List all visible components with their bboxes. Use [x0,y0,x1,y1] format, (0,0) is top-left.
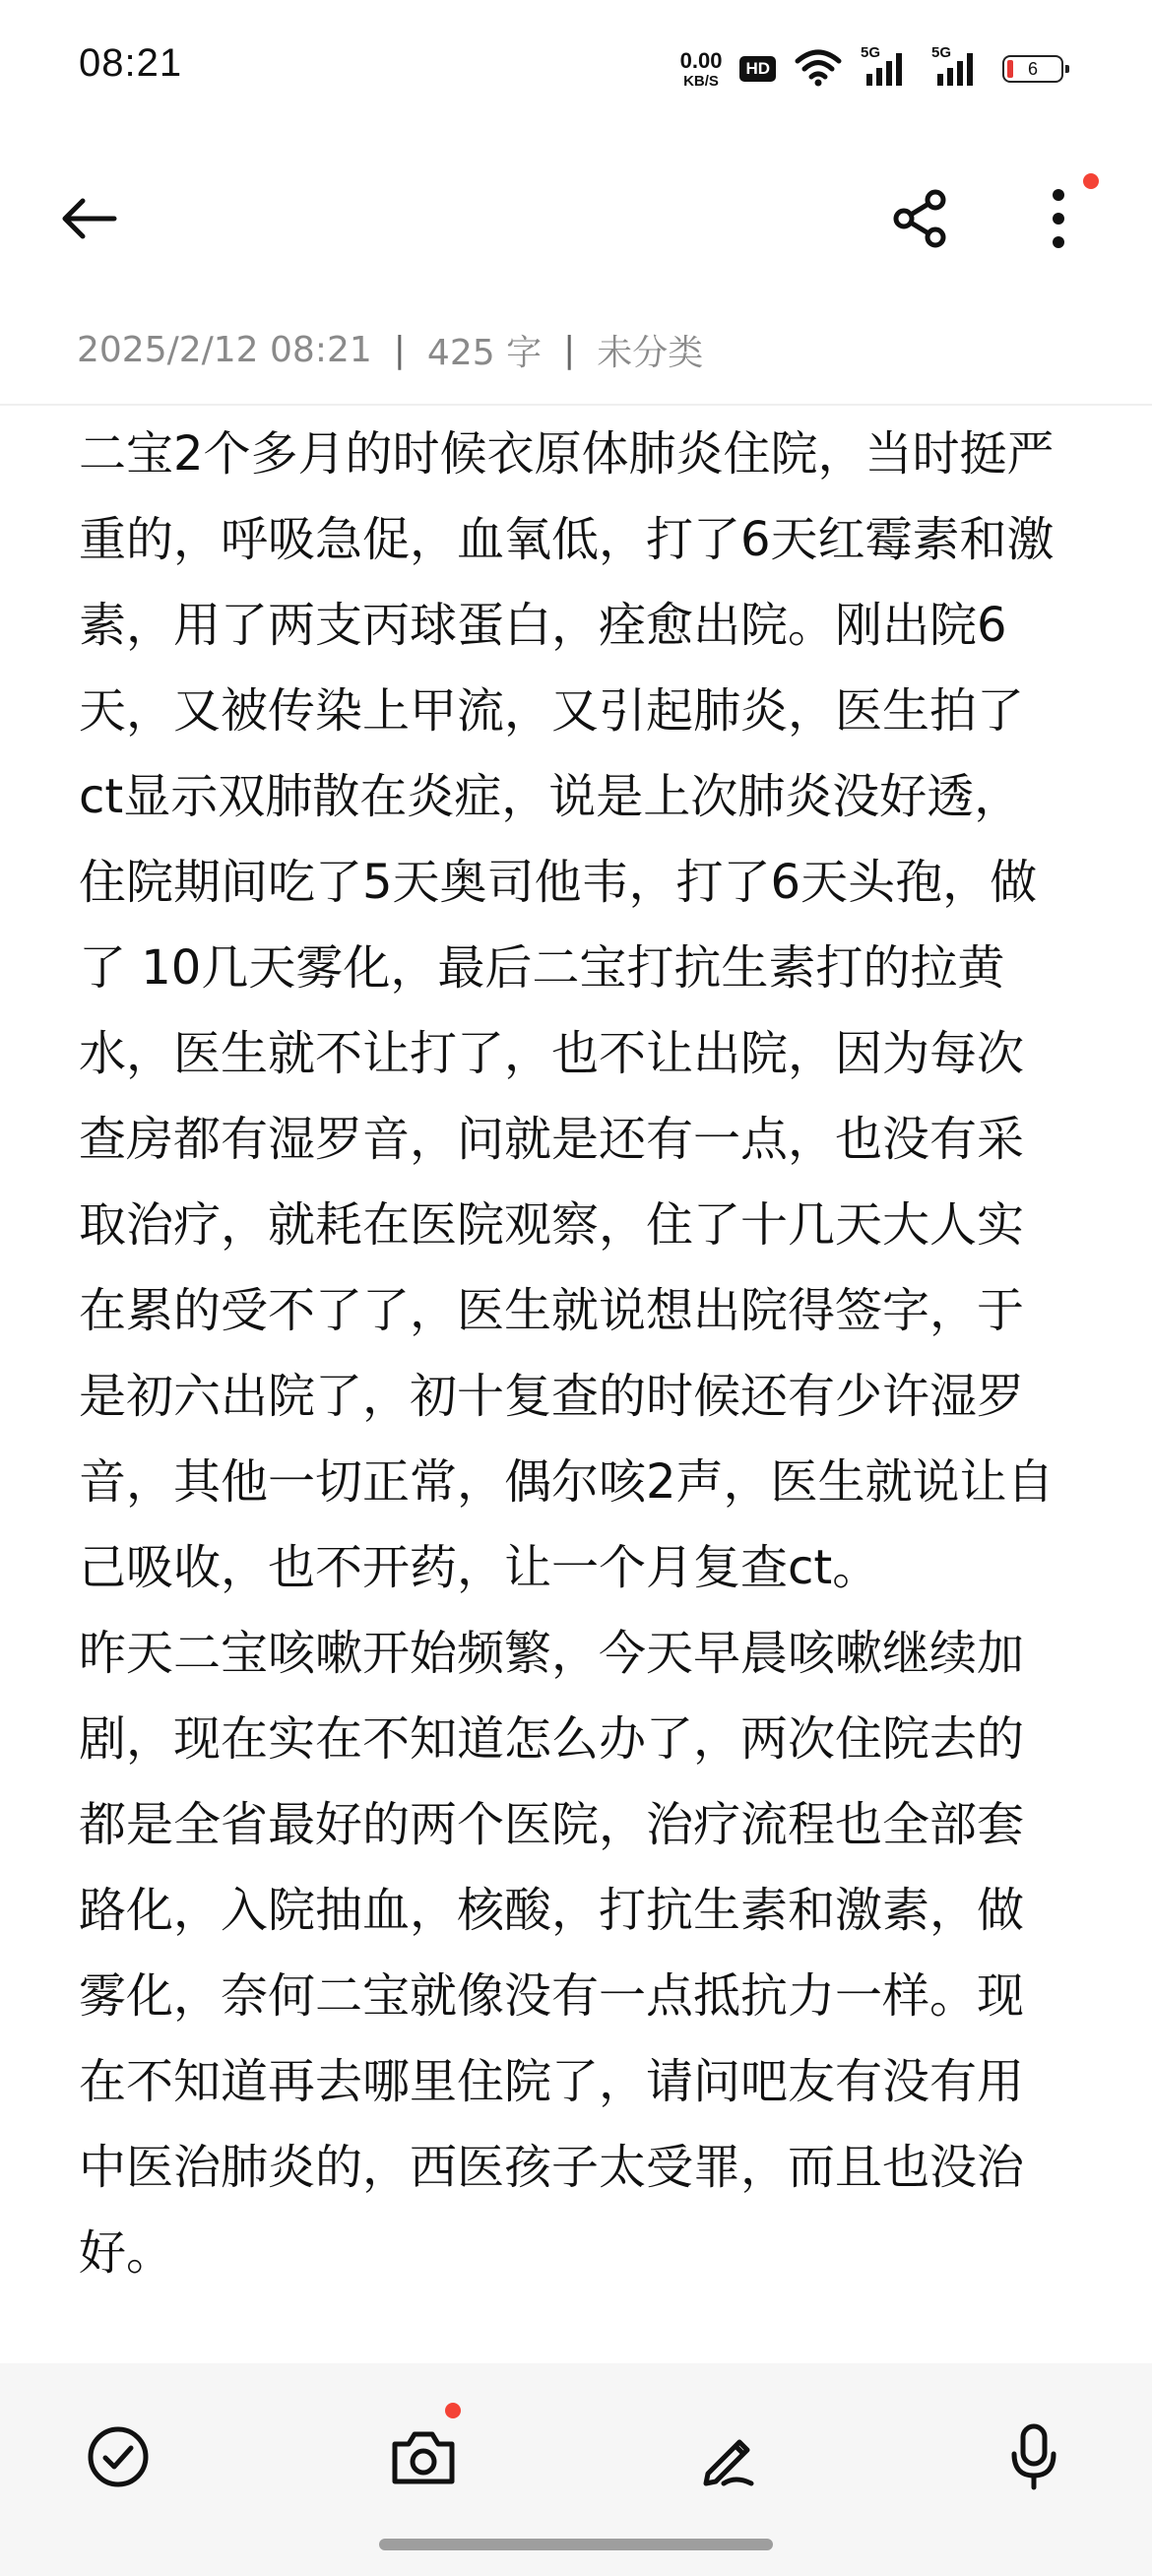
top-nav-bar [0,158,1152,276]
battery-icon [1002,55,1063,83]
note-word-count: 425 字 [426,333,543,373]
note-datetime: 2025/2/12 08:21 [77,330,372,370]
notification-dot [1083,173,1099,189]
more-options-button[interactable] [1019,179,1098,258]
more-vertical-icon [1049,187,1068,250]
status-bar [0,0,1152,138]
voice-input-button[interactable] [990,2413,1078,2501]
pen-icon [696,2424,761,2489]
note-body[interactable] [79,412,1063,2296]
note-meta [77,325,703,375]
camera-icon [389,2426,458,2487]
status-time: 08:21 [79,41,183,85]
handwriting-button[interactable] [684,2413,773,2501]
hd-voice-icon: HD [739,56,776,82]
cellular-signal-2-icon [931,44,985,90]
network-speed-value: 0.00 [679,47,723,73]
share-icon [890,188,951,249]
note-paragraph-2[interactable]: 昨天二宝咳嗽开始频繁，今天早晨咳嗽继续加剧，现在实在不知道怎么办了，两次住院去的都是全省最好的两个医院，治疗流程也全部套路化，入院抽血，核酸，打抗生素和激素，做雾化，奈何二宝就像没有一点抵抗力一样。现在不知道再去哪里住院了，请问吧友有没有用中医治肺炎的，西医孩子太受罪，而且也没治好。 [79,1626,1025,2281]
arrow-left-icon [57,195,120,242]
header-divider [0,404,1152,406]
meta-separator: | [563,330,576,370]
checklist-button[interactable] [74,2413,162,2501]
network-type-label-1: 5G [861,44,881,61]
network-type-label-2: 5G [931,44,952,61]
cellular-signal-1-icon [861,44,914,90]
microphone-icon [1006,2422,1061,2491]
camera-notification-dot [445,2403,461,2418]
note-paragraph-1[interactable]: 二宝2个多月的时候衣原体肺炎住院，当时挺严重的，呼吸急促，血氧低，打了6天红霉素和激素，用了两支丙球蛋白，痊愈出院。刚出院6天，又被传染上甲流，又引起肺炎，医生拍了ct显示双肺散在炎症，说是上次肺炎没好透，住院期间吃了5天奥司他韦，打了6天头孢，做了 10几天雾化，最后二宝打抗生素打的拉黄水，医生就不让打了，也不让出院，因为每次查房都有湿罗音，问就是还有一点，也没有采取治疗，就耗在医院观察，住了十几天大人实在累的受不了了，医生就说想出院得签字，于是初六出院了，初十复查的时候还有少许湿罗音，其他一切正常，偶尔咳2声，医生就说让自己吸收，也不开药，让一个月复查ct。 [79,426,1055,1595]
note-category[interactable]: 未分类 [597,333,704,373]
wifi-icon [794,47,843,91]
battery-level: 6 [1027,58,1038,79]
home-indicator[interactable] [379,2539,773,2550]
status-icons [679,44,1063,91]
back-button[interactable] [49,179,128,258]
share-button[interactable] [881,179,960,258]
camera-button[interactable] [379,2413,468,2501]
meta-separator: | [393,330,406,370]
check-circle-icon [86,2424,151,2489]
network-speed [679,47,723,90]
network-speed-unit: KB/S [683,72,719,90]
